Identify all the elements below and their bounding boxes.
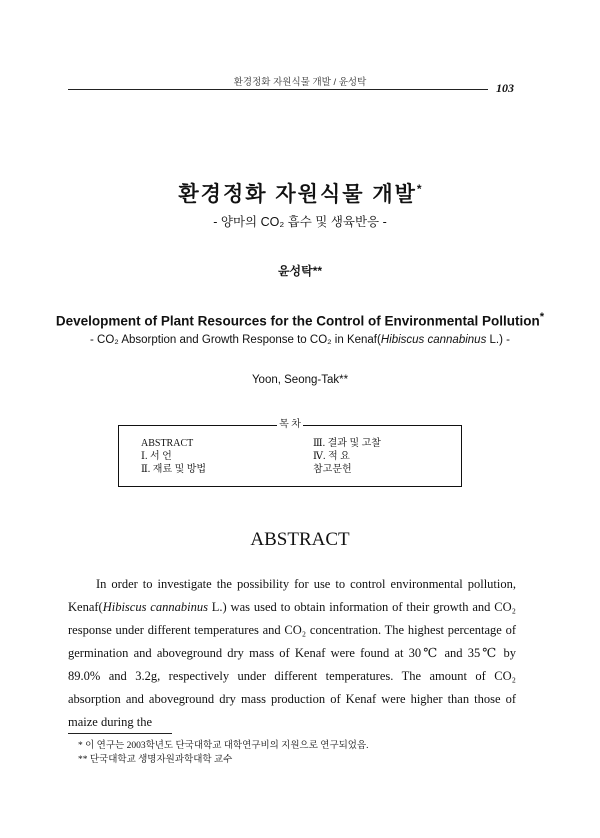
abstract-species-name: Hibiscus cannabinus <box>102 600 208 614</box>
abstract-paragraph <box>68 573 516 734</box>
english-title <box>0 311 600 329</box>
abstract-heading: ABSTRACT <box>250 529 350 550</box>
toc-title <box>119 418 461 432</box>
running-head: 환경정화 자원식물 개발 / 윤성탁 <box>233 77 367 88</box>
abstract-text-start: In order to investigate the possibility for use to control environmental pollution, Kenaf( <box>68 577 516 614</box>
english-subtitle-end: L.) - <box>486 334 510 346</box>
korean-author: 윤성탁** <box>277 264 323 278</box>
toc-left-column <box>141 437 206 476</box>
footnote-rule <box>68 733 172 734</box>
page-number: 103 <box>496 81 514 95</box>
footnote-funding: * 이 연구는 2003학년도 단국대학교 대학연구비의 지원으로 연구되었음. <box>78 741 369 751</box>
toc-item: Ⅰ. 서 언 <box>141 451 172 462</box>
english-subtitle <box>0 334 600 346</box>
english-title-text: Development of Plant Resources for the Control of Environmental Pollution <box>55 313 540 329</box>
toc-title-text: 목 차 <box>279 419 301 430</box>
english-subtitle-species: Hibiscus cannabinus <box>380 334 487 346</box>
toc-item: Ⅲ. 결과 및 고찰 <box>313 438 381 449</box>
header-rule <box>68 89 488 90</box>
korean-title-footnote-mark: * <box>416 182 422 196</box>
english-subtitle-start: - CO₂ Absorption and Growth Response to CO₂ in Kenaf( <box>90 334 381 346</box>
toc-item: Ⅳ. 적 요 <box>313 451 350 462</box>
korean-title-text: 환경정화 자원식물 개발 <box>178 183 417 206</box>
footnote-affiliation: ** 단국대학교 생명자원과학대학 교수 <box>78 755 233 765</box>
abstract-body <box>68 573 516 734</box>
toc-item: 참고문헌 <box>313 464 352 475</box>
korean-title <box>0 178 600 208</box>
english-author: Yoon, Seong-Tak** <box>251 374 349 386</box>
toc-item: Ⅱ. 재료 및 방법 <box>141 464 207 475</box>
table-of-contents <box>118 419 462 487</box>
abstract-text-rest: L.) was used to obtain information of their growth and CO₂ response under different temperatures and CO₂ concentration. The highest percentage of germination and aboveground dry mass of Kenaf were found at 30℃ and 35℃ by 89.0% and 3.2g, respectively under different temperatures. The amount of CO₂ absorption and aboveground dry mass production of Kenaf were higher than those of maize during the <box>68 600 516 729</box>
toc-item: ABSTRACT <box>141 438 194 449</box>
toc-right-column <box>313 437 381 476</box>
korean-subtitle: - 양마의 CO₂ 흡수 및 생육반응 - <box>213 215 387 229</box>
english-title-footnote-mark: * <box>539 311 545 323</box>
